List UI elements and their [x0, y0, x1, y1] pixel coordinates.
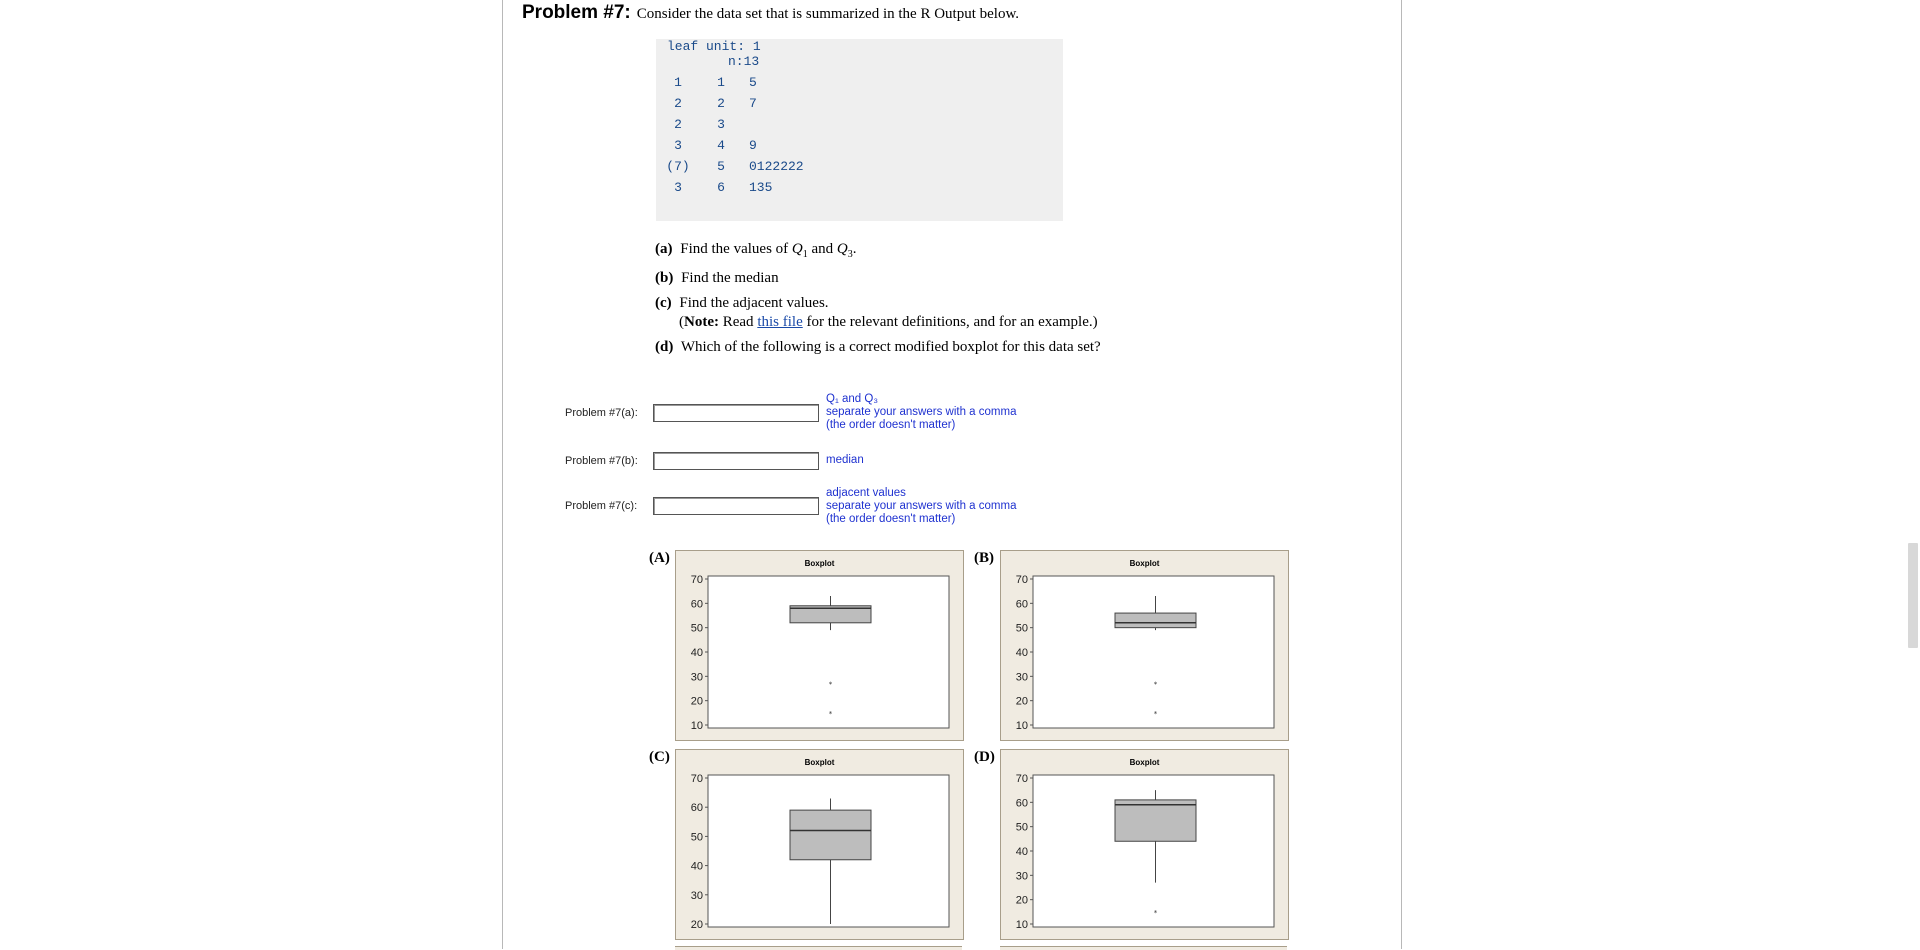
problem-content — [502, 0, 1402, 949]
choice-c-boxplot[interactable] — [675, 749, 964, 940]
next-choice-edge-left — [675, 946, 962, 950]
part-a-period: . — [852, 241, 857, 257]
plot-area — [708, 576, 949, 728]
n-label: n:13 — [728, 54, 760, 69]
choice-b-title: Boxplot — [1129, 559, 1160, 568]
scrollbar-thumb[interactable] — [1908, 543, 1918, 648]
y-tick-label: 40 — [690, 647, 703, 659]
stem-leaf-depth: 2 — [674, 117, 682, 132]
y-tick-label: 40 — [690, 860, 703, 873]
answer-a-input[interactable] — [653, 404, 819, 422]
choice-d-title: Boxplot — [1129, 758, 1160, 767]
stem-leaf-stem: 5 — [717, 159, 725, 174]
answer-b-label: Problem #7(b): — [565, 455, 638, 467]
part-c-text: Find the adjacent values. — [679, 295, 829, 311]
part-d-label: (d) — [655, 339, 674, 355]
y-tick-label: 60 — [1015, 598, 1028, 611]
part-b-text: Find the median — [681, 270, 779, 286]
y-tick-label: 10 — [1015, 919, 1028, 931]
choice-b-letter: (B) — [974, 550, 994, 566]
answer-c-label: Problem #7(c): — [565, 500, 638, 512]
choice-d-boxplot[interactable] — [1000, 749, 1289, 940]
stem-leaf-depth: 1 — [674, 75, 682, 90]
stem-leaf-depth: (7) — [666, 159, 690, 174]
this-file-link[interactable]: this file — [757, 314, 803, 330]
answer-c-hint-line2: separate your answers with a comma — [826, 500, 1017, 512]
choice-a-boxplot[interactable] — [675, 550, 964, 741]
y-tick-label: 20 — [1015, 894, 1028, 907]
y-tick-label: 50 — [690, 622, 703, 635]
y-tick-label: 50 — [1015, 622, 1028, 635]
stem-leaf-stem: 4 — [717, 138, 725, 153]
y-tick-label: 20 — [690, 919, 703, 931]
outlier-marker: * — [828, 680, 833, 689]
answer-a-hint-title: Q₁ and Q₃ — [826, 393, 879, 405]
answer-a-hint-line2: separate your answers with a comma — [826, 406, 1017, 418]
y-tick-label: 70 — [1015, 773, 1028, 785]
part-d — [655, 339, 1101, 356]
y-tick-label: 70 — [690, 574, 703, 586]
stem-leaf-leaves: 7 — [749, 96, 757, 111]
answer-c-input[interactable] — [653, 497, 819, 515]
y-tick-label: 70 — [1015, 574, 1028, 586]
part-b-label: (b) — [655, 270, 674, 286]
iqr-box — [1115, 800, 1196, 841]
plot-area — [1033, 576, 1274, 728]
part-c-label: (c) — [655, 295, 672, 311]
y-tick-label: 30 — [690, 671, 703, 684]
answer-c-hint — [826, 487, 1016, 526]
problem-heading — [522, 2, 1019, 24]
r-output-box — [656, 39, 1063, 221]
plot-area — [1033, 775, 1274, 927]
note-pre-text: Read — [722, 314, 754, 330]
problem-number: Problem #7: — [522, 2, 631, 23]
y-tick-label: 10 — [1015, 720, 1028, 732]
y-tick-label: 40 — [1015, 647, 1028, 659]
y-tick-label: 30 — [1015, 870, 1028, 883]
part-c-note — [679, 314, 1098, 331]
choice-d-plot — [1001, 750, 1288, 939]
y-tick-label: 20 — [1015, 695, 1028, 708]
choice-c-plot — [676, 750, 963, 939]
choice-a-plot — [676, 551, 963, 740]
stem-leaf-depth: 2 — [674, 96, 682, 111]
y-tick-label: 60 — [690, 802, 703, 815]
answer-a-hint-line3: (the order doesn't matter) — [826, 419, 956, 431]
iqr-box — [790, 810, 871, 860]
part-a-text: Find the values of — [680, 241, 789, 257]
choice-b-plot — [1001, 551, 1288, 740]
problem-statement: Consider the data set that is summarized in the R Output below. — [636, 6, 1020, 22]
y-tick-label: 60 — [690, 598, 703, 611]
leaf-unit-label: leaf unit: 1 — [667, 39, 761, 54]
page-scrollbar[interactable] — [1905, 0, 1920, 949]
answer-a-label: Problem #7(a): — [565, 407, 638, 419]
part-b — [655, 270, 779, 287]
y-tick-label: 30 — [1015, 671, 1028, 684]
part-a — [655, 241, 857, 260]
y-tick-label: 10 — [690, 720, 703, 732]
part-c — [655, 295, 829, 312]
stem-leaf-leaves: 9 — [749, 138, 757, 153]
choice-a-letter: (A) — [649, 550, 670, 566]
outlier-marker: * — [1153, 709, 1158, 718]
stem-leaf-stem: 3 — [717, 117, 725, 132]
y-tick-label: 70 — [690, 773, 703, 785]
y-tick-label: 40 — [1015, 846, 1028, 858]
stem-leaf-stem: 2 — [717, 96, 725, 111]
stem-leaf-depth: 3 — [674, 180, 682, 195]
y-tick-label: 30 — [690, 889, 703, 902]
y-tick-label: 50 — [1015, 821, 1028, 834]
answer-c-hint-title: adjacent values — [826, 487, 906, 499]
iqr-box — [1115, 613, 1196, 628]
choice-c-letter: (C) — [649, 749, 670, 765]
answer-b-input[interactable] — [653, 452, 819, 470]
q3-subscript: 3 — [847, 249, 853, 260]
and-word: and — [811, 241, 834, 257]
q1-symbol: Q — [791, 241, 803, 257]
stem-leaf-leaves: 135 — [749, 180, 773, 195]
answer-c-hint-line3: (the order doesn't matter) — [826, 513, 956, 525]
note-open-paren: ( — [679, 314, 684, 330]
stem-leaf-stem: 1 — [717, 75, 725, 90]
choice-d-letter: (D) — [974, 749, 995, 765]
choice-c-title: Boxplot — [804, 758, 835, 767]
y-tick-label: 60 — [1015, 797, 1028, 810]
stem-leaf-stem: 6 — [717, 180, 725, 195]
y-tick-label: 50 — [690, 831, 703, 844]
q3-symbol: Q — [836, 241, 848, 257]
answer-a-hint — [826, 393, 1016, 432]
outlier-marker: * — [1153, 680, 1158, 689]
note-post-text: for the relevant definitions, and for an example.) — [806, 314, 1098, 330]
part-a-label: (a) — [655, 241, 673, 257]
q1-subscript: 1 — [802, 249, 808, 260]
next-choice-edge-right — [1000, 946, 1287, 950]
outlier-marker: * — [1153, 908, 1158, 917]
part-d-text: Which of the following is a correct modified boxplot for this data set? — [680, 339, 1101, 355]
answer-b-hint — [826, 454, 864, 467]
note-label: Note: — [684, 314, 719, 330]
answer-b-hint-title: median — [826, 454, 864, 466]
y-tick-label: 20 — [690, 695, 703, 708]
stem-leaf-leaves: 0122222 — [749, 159, 804, 174]
stem-leaf-depth: 3 — [674, 138, 682, 153]
stem-leaf-leaves: 5 — [749, 75, 757, 90]
choice-a-title: Boxplot — [804, 559, 835, 568]
choice-b-boxplot[interactable] — [1000, 550, 1289, 741]
outlier-marker: * — [828, 709, 833, 718]
